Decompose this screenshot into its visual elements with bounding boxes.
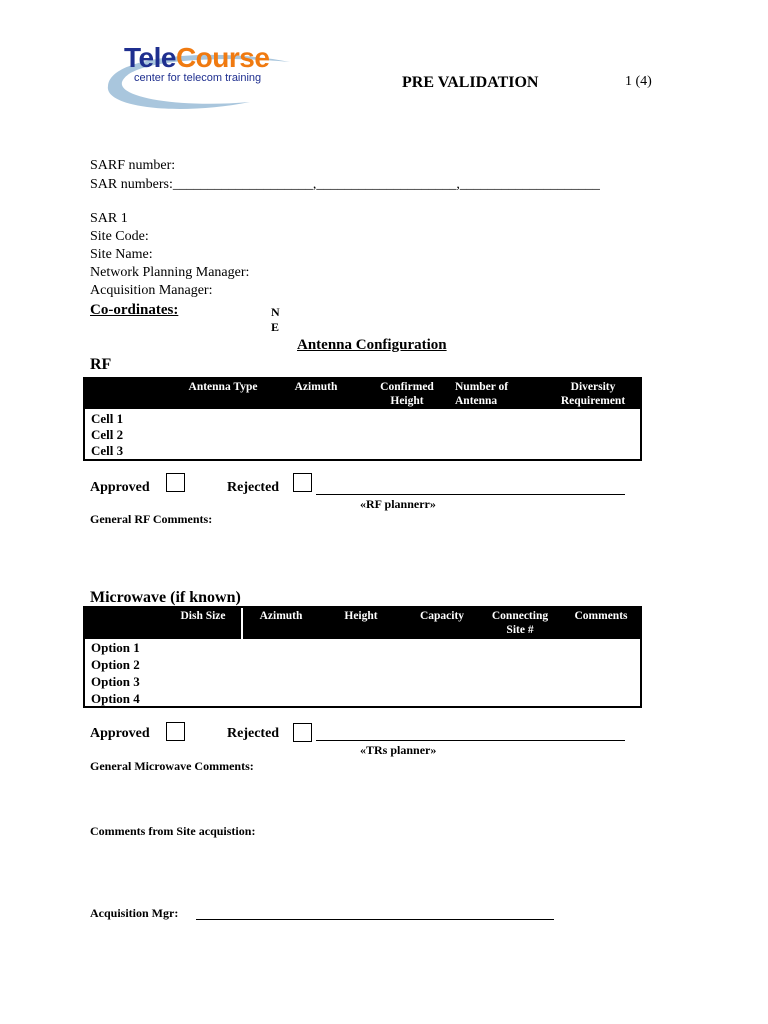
- mw-col-azimuth: Azimuth: [259, 610, 303, 622]
- rf-signature-line: [316, 494, 625, 495]
- rf-col-antenna-type: Antenna Type: [188, 381, 258, 393]
- rf-table-header: [85, 379, 640, 409]
- telecourse-logo: [100, 40, 300, 112]
- document-title: PRE VALIDATION: [402, 74, 539, 91]
- rf-col-confirmed-height: Confirmed Height: [380, 381, 434, 407]
- rf-row-cell-2: Cell 2: [91, 427, 124, 442]
- mw-row-option-1: Option 1: [91, 640, 140, 655]
- coordinate-e-label: E: [271, 320, 280, 334]
- rf-rejected-checkbox[interactable]: [293, 473, 312, 492]
- mw-col-comments: Comments: [574, 610, 628, 622]
- network-planning-manager-label: Network Planning Manager:: [90, 265, 250, 280]
- mw-col-dish-size: Dish Size: [180, 610, 226, 622]
- acquisition-manager-label: Acquisition Manager:: [90, 283, 213, 298]
- sarf-number-label: SARF number:: [90, 158, 176, 173]
- mw-signer-label: «TRs planner»: [360, 743, 437, 757]
- site-code-label: Site Code:: [90, 229, 149, 244]
- mw-col-connecting-site: Connecting Site #: [491, 610, 549, 636]
- page-number: 1 (4): [625, 74, 652, 89]
- rf-signer-label: «RF plannerr»: [360, 497, 436, 511]
- mw-comments-label: General Microwave Comments:: [90, 759, 254, 773]
- site-acquisition-comments-label: Comments from Site acquistion:: [90, 824, 256, 838]
- sar-numbers-line: ____________________,____________________,____________________: [172, 177, 600, 192]
- mw-row-option-2: Option 2: [91, 657, 140, 672]
- microwave-table-header: [85, 608, 640, 639]
- mw-col-capacity: Capacity: [419, 610, 465, 622]
- rf-comments-label: General RF Comments:: [90, 512, 213, 526]
- rf-approved-label: Approved: [90, 480, 150, 495]
- sar-numbers-text: SAR numbers:: [90, 177, 173, 192]
- mw-row-option-4: Option 4: [91, 691, 140, 706]
- acquisition-mgr-label: Acquisition Mgr:: [90, 906, 179, 920]
- rf-rejected-label: Rejected: [227, 480, 280, 495]
- microwave-table: [83, 606, 642, 708]
- coordinates-label: Co-ordinates:: [90, 302, 179, 318]
- mw-rejected-label: Rejected: [227, 726, 280, 741]
- rf-col-diversity-requirement: Diversity Requirement: [560, 381, 626, 407]
- rf-approved-checkbox[interactable]: [166, 473, 185, 492]
- mw-approved-checkbox[interactable]: [166, 722, 185, 741]
- antenna-configuration-heading: Antenna Configuration: [297, 337, 447, 353]
- rf-col-number-of-antenna: Number of Antenna: [455, 381, 509, 407]
- site-name-label: Site Name:: [90, 247, 153, 262]
- mw-header-divider: [241, 608, 243, 639]
- mw-row-option-3: Option 3: [91, 674, 140, 689]
- sar-numbers-label: [90, 177, 600, 193]
- sar1-label: SAR 1: [90, 211, 128, 226]
- logo-name: TeleCourse: [124, 42, 270, 73]
- mw-approved-label: Approved: [90, 726, 150, 741]
- mw-signature-line: [316, 740, 625, 741]
- coordinate-n-label: N: [271, 305, 280, 319]
- mw-rejected-checkbox[interactable]: [293, 723, 312, 742]
- logo-tagline: center for telecom training: [134, 72, 262, 84]
- microwave-heading: Microwave (if known): [90, 589, 241, 606]
- rf-row-cell-3: Cell 3: [91, 443, 124, 458]
- rf-table: [83, 377, 642, 461]
- acquisition-mgr-signature-line: [196, 919, 554, 920]
- rf-heading: RF: [90, 356, 112, 373]
- rf-col-azimuth: Azimuth: [294, 381, 338, 393]
- rf-row-cell-1: Cell 1: [91, 411, 124, 426]
- mw-col-height: Height: [344, 610, 378, 622]
